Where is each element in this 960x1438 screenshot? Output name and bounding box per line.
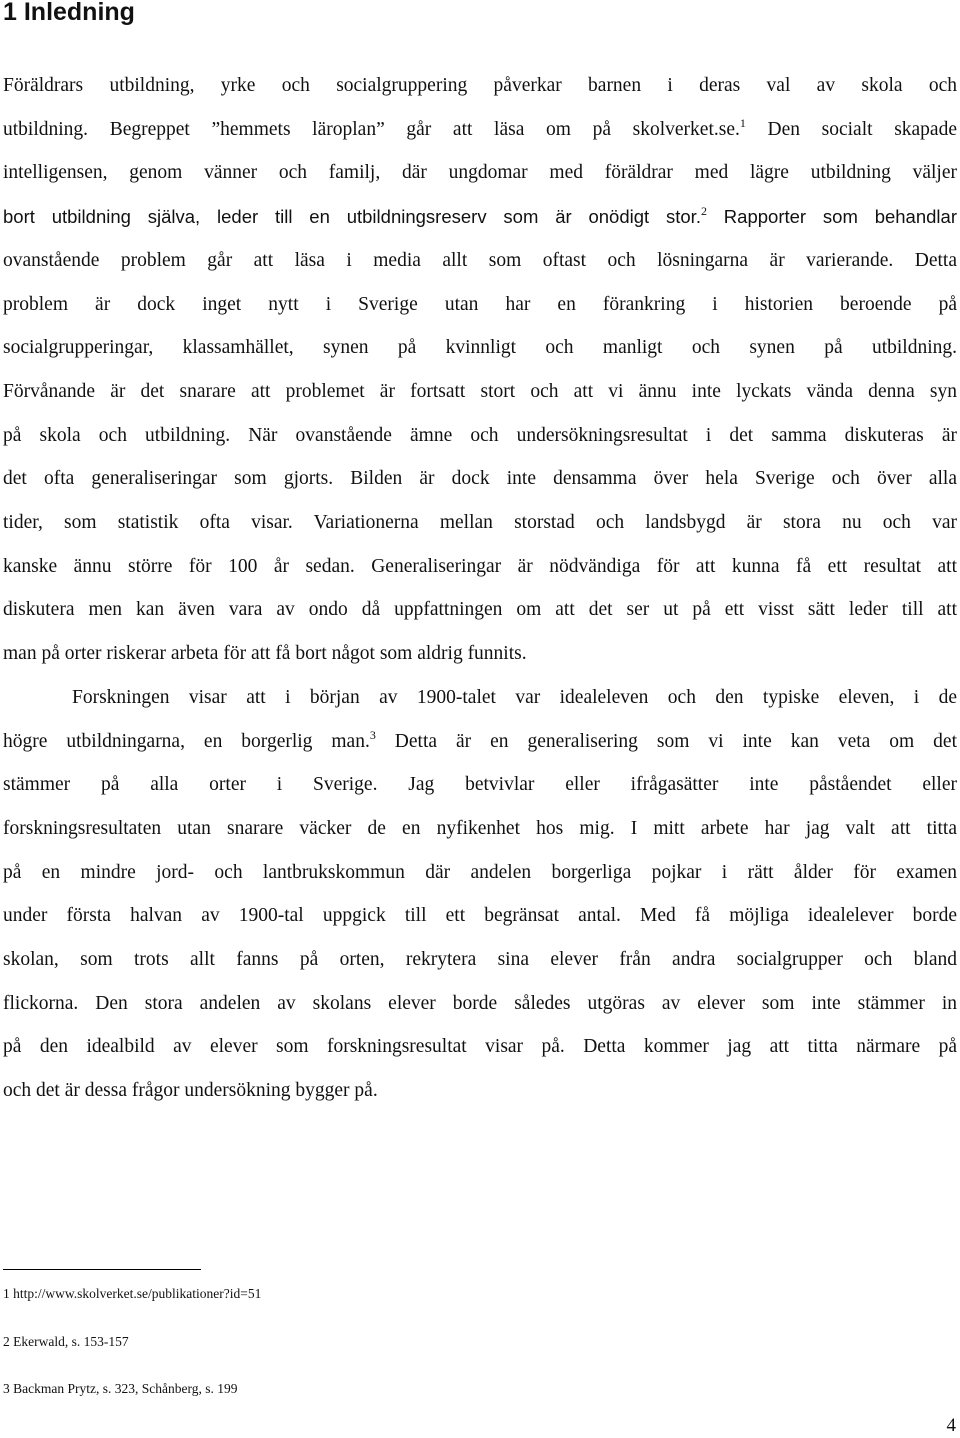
- text-line: på en mindre jord- och lantbrukskommun där andelen borgerliga pojkar i rätt ålder för examen: [3, 861, 957, 883]
- text-line: socialgrupperingar, klassamhället, synen på kvinnligt och manligt och synen på utbildning.: [3, 337, 957, 359]
- text-line: utbildning. Begreppet ”hemmets läroplan” går att läsa om på skolverket.se.$^1$ Den socialt skapade: [3, 115, 957, 140]
- text-line: Forskningen visar att i början av 1900-talet var idealeleven och den typiske eleven, i de: [72, 686, 957, 708]
- footnote-1: 1 http://www.skolverket.se/publikationer?id=51: [3, 1286, 262, 1301]
- footnote-ref-2: 2: [700, 204, 707, 219]
- text-line: det ofta generaliseringar som gjorts. Bilden är dock inte densamma över hela Sverige och över alla: [3, 468, 957, 490]
- text-line: på den idealbild av elever som forskningsresultat visar på. Detta kommer jag att titta närmare på: [3, 1036, 957, 1058]
- text-line: på skola och utbildning. När ovanstående ämne och undersökningsresultat i det samma diskuteras är: [3, 424, 957, 446]
- text-line: och det är dessa frågor undersökning bygger på.: [3, 1080, 378, 1102]
- text-line: stämmer på alla orter i Sverige. Jag betvivlar eller ifrågasätter inte påståendet eller: [3, 774, 957, 796]
- footnote-3: 3 Backman Prytz, s. 323, Schånberg, s. 199: [3, 1381, 238, 1396]
- text-line: ovanstående problem går att läsa i media allt som oftast och lösningarna är varierande. Detta: [3, 249, 957, 271]
- text-line: tider, som statistik ofta visar. Variationerna mellan storstad och landsbygd är stora nu och var: [3, 512, 957, 533]
- text-line: skolan, som trots allt fanns på orten, rekrytera sina elever från andra socialgrupper och bland: [3, 949, 957, 970]
- text-line: Föräldrars utbildning, yrke och socialgruppering påverkar barnen i deras val av skola och: [3, 75, 957, 96]
- page-number: 4: [946, 1415, 956, 1436]
- text-line: flickorna. Den stora andelen av skolans elever borde således utgöras av elever som inte stämmer in: [3, 992, 957, 1014]
- text-line: problem är dock inget nytt i Sverige utan har en förankring i historien beroende på: [3, 293, 957, 315]
- text-line: forskningsresultaten utan snarare väcker de en nyfikenhet hos mig. I mitt arbete har jag valt att titta: [3, 817, 957, 839]
- footnote-separator: [3, 1269, 201, 1270]
- text-line: intelligensen, genom vänner och familj, där ungdomar med föräldrar med lägre utbildning väljer: [3, 162, 957, 184]
- text-line: man på orter riskerar arbeta för att få bort något som aldrig funnits.: [3, 643, 527, 665]
- section-heading: 1 Inledning: [3, 0, 135, 26]
- text-line: Förvånande är det snarare att problemet är fortsatt stort och att vi ännu inte lyckats vända denna syn: [3, 380, 957, 402]
- text-line: kanske ännu större för 100 år sedan. Generaliseringar är nödvändiga för att kunna få ett resultat att: [3, 555, 957, 577]
- footnote-2: 2 Ekerwald, s. 153-157: [3, 1334, 129, 1349]
- text-line: diskutera men kan även vara av ondo då uppfattningen om att det ser ut på ett visst sätt leder till att: [3, 599, 957, 621]
- text-line: under första halvan av 1900-tal uppgick till ett begränsat antal. Med få möjliga idealelever borde: [3, 905, 957, 927]
- footnote-ref-3: 3: [369, 727, 376, 742]
- footnote-ref-1: 1: [739, 115, 746, 130]
- text-line: högre utbildningarna, en borgerlig man.$^3$ Detta är en generalisering som vi inte kan veta om det: [3, 727, 957, 752]
- text-line: bort utbildning själva, leder till en utbildningsreserv som är onödigt stor.$^2$ Rapporter som behandlar: [3, 204, 957, 228]
